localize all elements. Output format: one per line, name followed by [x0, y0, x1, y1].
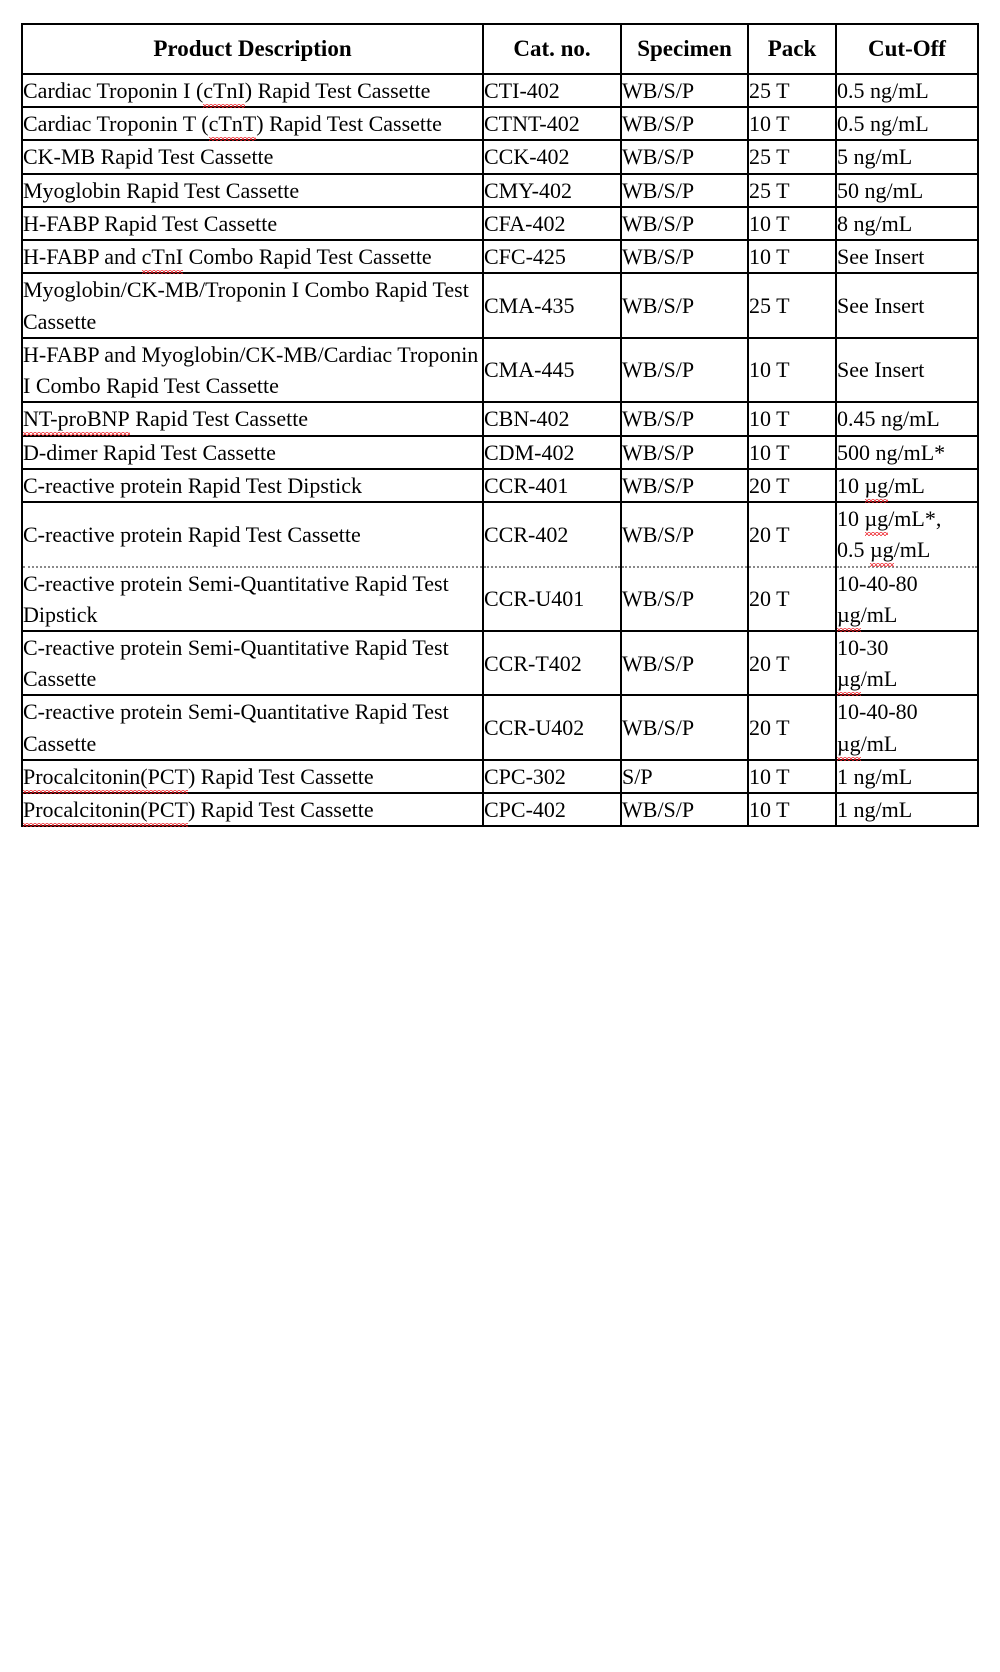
spellcheck-underlined-text: Procalcitonin(PCT [23, 797, 188, 823]
cell-cat-no: CBN-402 [483, 402, 621, 435]
spellcheck-underlined-text: µg [870, 537, 894, 563]
cell-product-description: H-FABP and Myoglobin/CK-MB/Cardiac Troponin I Combo Rapid Test Cassette [22, 338, 483, 402]
cut-off-line: 10-40-80 [837, 570, 918, 596]
cell-product-description: Procalcitonin(PCT) Rapid Test Cassette [22, 760, 483, 793]
cell-cat-no: CCK-402 [483, 140, 621, 173]
cell-cat-no: CCR-401 [483, 469, 621, 502]
cut-off-line: 8 ng/mL [837, 210, 913, 236]
cell-product-description: H-FABP Rapid Test Cassette [22, 207, 483, 240]
cell-product-description: D-dimer Rapid Test Cassette [22, 436, 483, 469]
cell-product-description: Procalcitonin(PCT) Rapid Test Cassette [22, 793, 483, 826]
cell-cat-no: CTI-402 [483, 74, 621, 107]
cell-pack: 10 T [748, 760, 836, 793]
cell-specimen: WB/S/P [621, 338, 748, 402]
cell-specimen: WB/S/P [621, 567, 748, 631]
cell-cat-no: CCR-U402 [483, 695, 621, 759]
cell-product-description: CK-MB Rapid Test Cassette [22, 140, 483, 173]
cut-off-line: See Insert [837, 357, 925, 383]
cell-cat-no: CDM-402 [483, 436, 621, 469]
cell-specimen: WB/S/P [621, 436, 748, 469]
product-catalog-table [21, 23, 979, 827]
cell-specimen: WB/S/P [621, 74, 748, 107]
cut-off-line: µg/mL [837, 601, 898, 627]
cut-off-line: 1 ng/mL [837, 763, 913, 789]
cell-product-description: C-reactive protein Rapid Test Cassette [22, 502, 483, 566]
spellcheck-underlined-text: µg [864, 472, 889, 498]
cell-cut-off [836, 107, 978, 140]
cut-off-line: 1 ng/mL [837, 797, 913, 823]
cell-pack: 10 T [748, 207, 836, 240]
cell-cat-no: CFC-425 [483, 240, 621, 273]
table-row [22, 74, 978, 107]
cut-off-line: 10 µg/mL [837, 472, 925, 498]
table-row [22, 631, 978, 695]
cell-pack: 10 T [748, 793, 836, 826]
table-header [22, 24, 978, 74]
cell-pack: 25 T [748, 174, 836, 207]
cell-specimen: WB/S/P [621, 469, 748, 502]
cell-cut-off [836, 174, 978, 207]
table-row [22, 469, 978, 502]
cell-specimen: WB/S/P [621, 140, 748, 173]
cell-pack: 10 T [748, 436, 836, 469]
cell-specimen: WB/S/P [621, 207, 748, 240]
cell-cut-off [836, 695, 978, 759]
cell-specimen: WB/S/P [621, 793, 748, 826]
table-row [22, 436, 978, 469]
cell-pack: 20 T [748, 469, 836, 502]
cell-cat-no: CFA-402 [483, 207, 621, 240]
table-row [22, 695, 978, 759]
cell-specimen: WB/S/P [621, 502, 748, 566]
spellcheck-underlined-text: µg [837, 730, 861, 756]
cell-pack: 20 T [748, 695, 836, 759]
cell-cat-no: CCR-402 [483, 502, 621, 566]
cell-cut-off [836, 240, 978, 273]
table-body [22, 74, 978, 826]
table-row [22, 793, 978, 826]
cell-cut-off [836, 567, 978, 631]
cell-cat-no: CCR-U401 [483, 567, 621, 631]
cell-cut-off [836, 760, 978, 793]
cell-cat-no: CMA-435 [483, 273, 621, 337]
cell-specimen: WB/S/P [621, 174, 748, 207]
cell-cut-off [836, 469, 978, 502]
cut-off-line: See Insert [837, 293, 925, 319]
cut-off-line: 5 ng/mL [837, 144, 913, 170]
cell-product-description: C-reactive protein Semi-Quantitative Rapid Test Dipstick [22, 567, 483, 631]
cut-off-line: 0.5 ng/mL [837, 111, 929, 137]
cell-cat-no: CPC-402 [483, 793, 621, 826]
cut-off-line: µg/mL [837, 730, 898, 756]
cell-cut-off [836, 436, 978, 469]
cell-cut-off [836, 207, 978, 240]
cell-pack: 10 T [748, 240, 836, 273]
cell-cat-no: CCR-T402 [483, 631, 621, 695]
cell-specimen: WB/S/P [621, 631, 748, 695]
cell-cut-off [836, 793, 978, 826]
table-row [22, 140, 978, 173]
cut-off-line: 10-40-80 [837, 699, 918, 725]
column-header-pack: Pack [748, 24, 836, 74]
cell-specimen: WB/S/P [621, 273, 748, 337]
table-row [22, 760, 978, 793]
cell-specimen: WB/S/P [621, 107, 748, 140]
table-row [22, 207, 978, 240]
cell-pack: 20 T [748, 567, 836, 631]
cut-off-line: 10-30 [837, 634, 889, 660]
column-header-product-description: Product Description [22, 24, 483, 74]
table-row [22, 174, 978, 207]
cut-off-line: 10 µg/mL*, [837, 506, 942, 532]
spellcheck-underlined-text: cTnI [141, 244, 184, 270]
cell-cut-off [836, 402, 978, 435]
cell-product-description: C-reactive protein Rapid Test Dipstick [22, 469, 483, 502]
cell-pack: 10 T [748, 402, 836, 435]
cell-specimen: WB/S/P [621, 695, 748, 759]
table-row [22, 402, 978, 435]
cell-cut-off [836, 273, 978, 337]
table-row [22, 567, 978, 631]
cut-off-line: 0.5 µg/mL [837, 537, 931, 563]
spellcheck-underlined-text: cTnI [203, 78, 245, 103]
cell-cut-off [836, 140, 978, 173]
cell-pack: 10 T [748, 338, 836, 402]
spellcheck-underlined-text: cTnT [208, 111, 257, 137]
table-row [22, 240, 978, 273]
cell-cut-off [836, 502, 978, 566]
cell-specimen: S/P [621, 760, 748, 793]
cell-product-description: C-reactive protein Semi-Quantitative Rapid Test Cassette [22, 695, 483, 759]
table-row [22, 502, 978, 566]
cut-off-line: See Insert [837, 244, 925, 270]
cell-product-description: H-FABP and cTnI Combo Rapid Test Cassette [22, 240, 483, 273]
column-header-specimen: Specimen [621, 24, 748, 74]
cell-cat-no: CMA-445 [483, 338, 621, 402]
table-row [22, 107, 978, 140]
spellcheck-underlined-text: µg [864, 506, 889, 532]
cut-off-line: 50 ng/mL [837, 177, 924, 203]
cell-specimen: WB/S/P [621, 402, 748, 435]
spellcheck-underlined-text: µg [837, 666, 861, 692]
table-header-row [22, 24, 978, 74]
cell-cat-no: CMY-402 [483, 174, 621, 207]
cell-pack: 25 T [748, 140, 836, 173]
cell-cut-off [836, 74, 978, 107]
cell-product-description: C-reactive protein Semi-Quantitative Rapid Test Cassette [22, 631, 483, 695]
cell-pack: 20 T [748, 631, 836, 695]
table-row [22, 338, 978, 402]
column-header-cat-no: Cat. no. [483, 24, 621, 74]
table-row [22, 273, 978, 337]
cell-specimen: WB/S/P [621, 240, 748, 273]
cell-pack: 20 T [748, 502, 836, 566]
cell-product-description: Cardiac Troponin I (cTnI) Rapid Test Cassette [22, 74, 483, 107]
cut-off-line: 0.45 ng/mL [837, 406, 940, 432]
cell-cat-no: CTNT-402 [483, 107, 621, 140]
spellcheck-underlined-text: µg [837, 601, 861, 627]
cell-pack: 25 T [748, 273, 836, 337]
cut-off-line: 0.5 ng/mL [837, 78, 929, 103]
cell-product-description: Myoglobin/CK-MB/Troponin I Combo Rapid Test Cassette [22, 273, 483, 337]
spellcheck-underlined-text: NT-proBNP [23, 406, 130, 432]
cell-cat-no: CPC-302 [483, 760, 621, 793]
product-table-container [21, 23, 977, 827]
spellcheck-underlined-text: Procalcitonin(PCT [23, 763, 188, 789]
cell-product-description: NT-proBNP Rapid Test Cassette [22, 402, 483, 435]
cell-pack: 10 T [748, 107, 836, 140]
cut-off-line: 500 ng/mL* [837, 439, 946, 465]
cell-cut-off [836, 338, 978, 402]
cell-pack: 25 T [748, 74, 836, 107]
column-header-cut-off: Cut-Off [836, 24, 978, 74]
cut-off-line: µg/mL [837, 666, 898, 692]
cell-cut-off [836, 631, 978, 695]
cell-product-description: Cardiac Troponin T (cTnT) Rapid Test Cassette [22, 107, 483, 140]
cell-product-description: Myoglobin Rapid Test Cassette [22, 174, 483, 207]
